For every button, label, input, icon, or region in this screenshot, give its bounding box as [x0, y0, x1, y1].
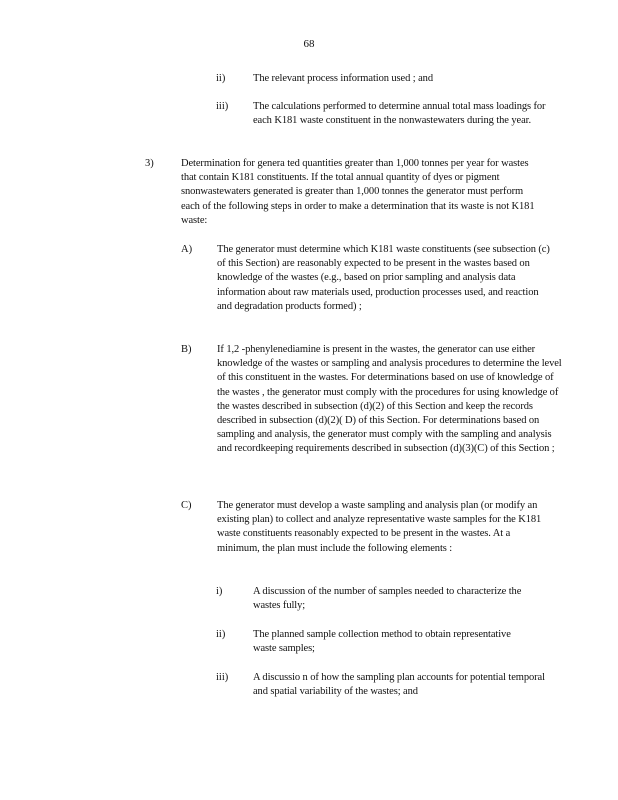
item-label: B) — [181, 344, 192, 355]
item-label: A) — [181, 244, 193, 255]
item-text: The generator must determine which K181 waste constituents (see subsection (c) of this Section) are reasonably expected to be present in the wastes based on knowledge of the wastes (e.g., based on prior sampling and analysis data information about raw materials used, production processes used, and reaction and degradation products formed) ; — [217, 244, 550, 312]
item-text: If 1,2 -phenylenediamine is present in the wastes, the generator can use either knowledge of the wastes or sampling and analysis procedures to determine the level of this constituent in the wastes. For determinations based on use of knowledge of the wastes , the generator must comply with the procedures for using knowledge of the wastes described in subsection (d)(2) of this Section and keep the records described in subsection (d)(2)( D) of this Section. For determinations based on sampling and analysis, the generator must comply with the sampling and analysis and recordkeeping requirements described in subsection (d)(3)(C) of this Section ; — [217, 344, 562, 455]
subitem-label: iii) — [216, 672, 229, 683]
subitem-text: A discussio n of how the sampling plan accounts for potential temporal and spatial variability of the wastes; and — [253, 672, 545, 698]
section-label: 3) — [145, 158, 154, 169]
item-label: C) — [181, 500, 192, 511]
section-text: Determination for genera ted quantities greater than 1,000 tonnes per year for wastes that contain K181 constituents. If the total annual quantity of dyes or pigment snonwastewaters generated is greater than 1,000 tonnes the generator must perform each of the following steps in order to make a determination that its waste is not K181 waste: — [181, 158, 535, 226]
item-label: ii) — [216, 73, 226, 84]
item-label: iii) — [216, 101, 229, 112]
subitem-label: ii) — [216, 629, 226, 640]
item-text: The generator must develop a waste sampling and analysis plan (or modify an existing plan) to collect and analyze representative waste samples for the K181 waste constituents reasonably expected to be present in the wastes. At a minimum, the plan must include the following elements : — [217, 500, 542, 554]
subitem-text: A discussion of the number of samples needed to characterize the wastes fully; — [253, 586, 522, 612]
item-text: The calculations performed to determine annual total mass loadings for each K181 waste constituent in the nonwastewaters during the year. — [253, 101, 546, 127]
page-number: 68 — [303, 38, 315, 50]
subitem-text: The planned sample collection method to obtain representative waste samples; — [253, 629, 511, 655]
subitem-label: i) — [216, 586, 223, 597]
item-text: The relevant process information used ; and — [253, 73, 433, 84]
